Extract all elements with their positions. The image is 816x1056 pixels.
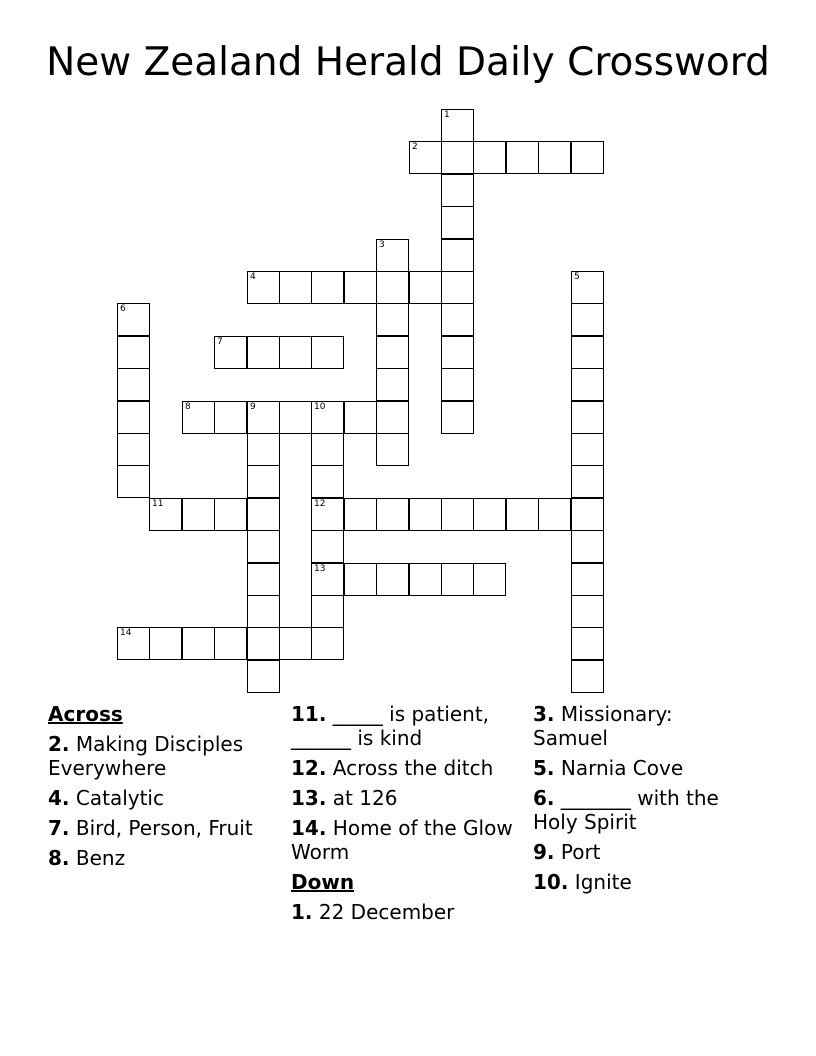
clues-column-1 [48,702,278,876]
grid-cell[interactable] [376,239,409,272]
grid-cell[interactable] [571,660,604,693]
down-clue-1: 1. 22 December [291,900,455,924]
grid-cell[interactable] [376,498,409,531]
grid-cell[interactable] [247,660,280,693]
grid-cell[interactable] [214,336,247,369]
grid-cell[interactable] [409,498,442,531]
grid-cell[interactable] [311,465,344,498]
grid-cell[interactable] [441,239,474,272]
grid-cell[interactable] [279,401,312,434]
grid-cell[interactable] [182,401,215,434]
grid-cell[interactable] [376,336,409,369]
across-clue-7: 7. Bird, Person, Fruit [48,816,253,840]
grid-cell[interactable] [376,368,409,401]
grid-cell[interactable] [247,595,280,628]
grid-cell[interactable] [441,271,474,304]
across-clue-12: 12. Across the ditch [291,756,494,780]
grid-cell[interactable] [149,498,182,531]
cell-number: 11 [152,499,164,509]
grid-cell[interactable] [571,563,604,596]
grid-cell[interactable] [571,141,604,174]
grid-cell[interactable] [571,401,604,434]
across-clue-8: 8. Benz [48,846,126,870]
cell-number: 13 [314,564,326,574]
grid-cell[interactable] [311,530,344,563]
down-clue-10: 10. Ignite [533,870,632,894]
grid-cell[interactable] [344,498,377,531]
grid-cell[interactable] [441,563,474,596]
grid-cell[interactable] [571,627,604,660]
grid-cell[interactable] [247,336,280,369]
grid-cell[interactable] [311,401,344,434]
cell-number: 1 [444,110,450,120]
grid-cell[interactable] [247,271,280,304]
grid-cell[interactable] [441,174,474,207]
grid-cell[interactable] [571,465,604,498]
grid-cell[interactable] [409,141,442,174]
cell-number: 7 [217,337,223,347]
grid-cell[interactable] [441,498,474,531]
across-clue-2: 2. Making Disciples Everywhere [48,732,244,780]
grid-cell[interactable] [247,530,280,563]
cell-number: 12 [314,499,326,509]
grid-cell[interactable] [247,401,280,434]
down-clue-3: 3. Missionary: Samuel [533,702,673,750]
grid-cell[interactable] [376,433,409,466]
grid-cell[interactable] [441,141,474,174]
cell-number: 5 [574,272,580,282]
grid-cell[interactable] [571,271,604,304]
down-clue-5: 5. Narnia Cove [533,756,684,780]
grid-cell[interactable] [247,563,280,596]
grid-cell[interactable] [117,433,150,466]
grid-cell[interactable] [247,627,280,660]
grid-cell[interactable] [473,498,506,531]
down-heading: Down [291,870,355,894]
down-clue-9: 9. Port [533,840,601,864]
grid-cell[interactable] [376,563,409,596]
grid-cell[interactable] [182,627,215,660]
grid-cell[interactable] [571,368,604,401]
grid-cell[interactable] [441,109,474,142]
grid-cell[interactable] [409,563,442,596]
grid-cell[interactable] [473,563,506,596]
across-clue-13: 13. at 126 [291,786,398,810]
grid-cell[interactable] [473,141,506,174]
grid-cell[interactable] [311,627,344,660]
grid-cell[interactable] [214,627,247,660]
grid-cell[interactable] [571,595,604,628]
page-title: New Zealand Herald Daily Crossword [46,40,770,85]
clues-column-3 [533,702,733,900]
grid-cell[interactable] [214,401,247,434]
cell-number: 2 [412,142,418,152]
grid-cell[interactable] [311,271,344,304]
grid-cell[interactable] [247,498,280,531]
grid-cell[interactable] [571,530,604,563]
grid-cell[interactable] [538,498,571,531]
grid-cell[interactable] [571,498,604,531]
grid-cell[interactable] [506,141,539,174]
grid-cell[interactable] [506,498,539,531]
grid-cell[interactable] [441,368,474,401]
grid-cell[interactable] [311,336,344,369]
cell-number: 10 [314,402,326,412]
grid-cell[interactable] [571,336,604,369]
grid-cell[interactable] [571,433,604,466]
grid-cell[interactable] [117,465,150,498]
grid-cell[interactable] [247,433,280,466]
grid-cell[interactable] [441,303,474,336]
across-clue-14: 14. Home of the Glow Worm [291,816,513,864]
grid-cell[interactable] [571,303,604,336]
grid-cell[interactable] [117,336,150,369]
cell-number: 9 [250,402,256,412]
grid-cell[interactable] [376,401,409,434]
clues-column-2 [291,702,513,930]
across-heading: Across [48,702,123,726]
grid-cell[interactable] [279,271,312,304]
grid-cell[interactable] [311,563,344,596]
grid-cell[interactable] [279,627,312,660]
across-clue-11: 11. _____ is patient, ______ is kind [291,702,490,750]
cell-number: 4 [250,272,256,282]
grid-cell[interactable] [311,433,344,466]
grid-cell[interactable] [149,627,182,660]
grid-cell[interactable] [344,271,377,304]
grid-cell[interactable] [441,401,474,434]
grid-cell[interactable] [117,303,150,336]
grid-cell[interactable] [182,498,215,531]
down-clue-6: 6. _______ with the Holy Spirit [533,786,719,834]
grid-cell[interactable] [214,498,247,531]
grid-cell[interactable] [247,465,280,498]
grid-cell[interactable] [376,271,409,304]
cell-number: 14 [120,628,132,638]
grid-cell[interactable] [344,563,377,596]
grid-cell[interactable] [409,271,442,304]
grid-cell[interactable] [117,401,150,434]
grid-cell[interactable] [344,401,377,434]
across-clue-4: 4. Catalytic [48,786,164,810]
cell-number: 3 [379,240,385,250]
grid-cell[interactable] [117,627,150,660]
grid-cell[interactable] [117,368,150,401]
grid-cell[interactable] [311,498,344,531]
grid-cell[interactable] [311,595,344,628]
cell-number: 6 [120,304,126,314]
grid-cell[interactable] [441,206,474,239]
grid-cell[interactable] [376,303,409,336]
cell-number: 8 [185,402,191,412]
grid-cell[interactable] [279,336,312,369]
grid-cell[interactable] [538,141,571,174]
grid-cell[interactable] [441,336,474,369]
